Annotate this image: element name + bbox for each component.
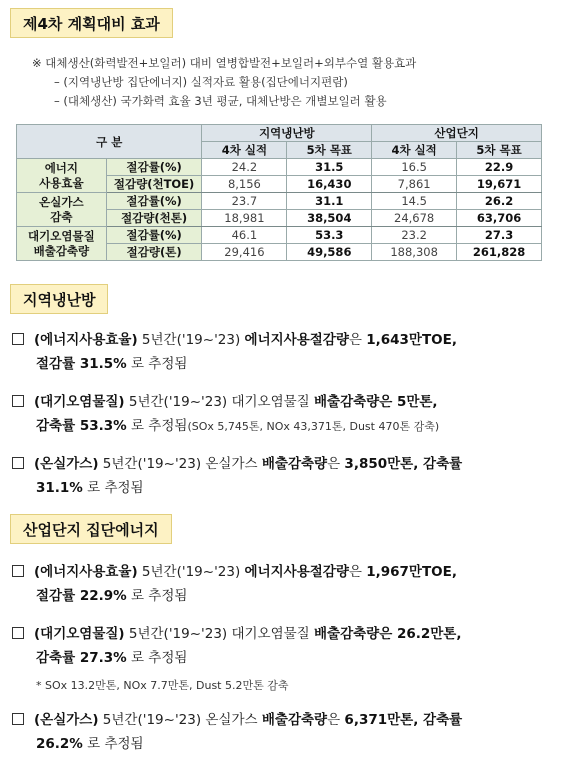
item-bold: 배출감축량은 26.2만톤, [314, 626, 462, 642]
table-cell: 188,308 [372, 244, 457, 261]
table-cell: 63,706 [457, 210, 542, 227]
bullet-ghg-ind [12, 708, 550, 756]
item-bold: 배출감축량 [261, 712, 328, 728]
table-cell: 29,416 [202, 244, 287, 261]
category-energy [17, 159, 107, 193]
item-text: 은 [348, 332, 367, 348]
category-ghg [17, 193, 107, 227]
item-detail: (SOx 5,745톤, NOx 43,371톤, Dust 470톤 감축) [187, 420, 440, 433]
group-header-district: 지역냉난방 [202, 125, 372, 142]
category-air-pollutants [17, 227, 107, 261]
item-text: 5년간('19~'23) 대기오염물질 [124, 394, 315, 410]
item-bold: 6,371만톤, 감축률 [344, 712, 463, 728]
section-title-text: 제4차 계획대비 효과 [23, 14, 160, 33]
table-cell: 31.1 [287, 193, 372, 210]
bullet-energy-efficiency-ind [12, 560, 550, 608]
metric-label: 절감량(천톤) [106, 210, 202, 227]
table-cell: 24.2 [202, 159, 287, 176]
bullet-energy-efficiency [12, 328, 550, 376]
footnote: * SOx 13.2만톤, NOx 7.7만톤, Dust 5.2만톤 감축 [36, 679, 289, 692]
category-name-line1: 대기오염물질 [28, 228, 95, 243]
metric-label: 절감률(%) [106, 159, 202, 176]
item-bold: 감축률 27.3% [36, 650, 127, 666]
category-name-line1: 온실가스 [39, 194, 84, 209]
group-header-industrial: 산업단지 [372, 125, 542, 142]
item-bold: 배출감축량은 5만톤, [314, 394, 438, 410]
bullet-ghg [12, 452, 550, 500]
table-cell: 8,156 [202, 176, 287, 193]
table-cell: 27.3 [457, 227, 542, 244]
item-bold: 절감률 31.5% [36, 356, 127, 372]
table-cell: 22.9 [457, 159, 542, 176]
category-name-line2: 배출감축량 [33, 243, 90, 258]
item-text: 5년간('19~'23) [137, 564, 245, 580]
item-bold: 배출감축량 [261, 456, 328, 472]
item-bold: 1,643만TOE, [366, 332, 457, 348]
item-text: 5년간('19~'23) 온실가스 [98, 456, 262, 472]
table-cell: 261,828 [457, 244, 542, 261]
category-name-line2: 사용효율 [39, 175, 84, 190]
item-text: 로 추정됨 [130, 356, 188, 372]
item-bold: 31.1% [36, 480, 83, 496]
sub-header: 5차 목표 [457, 142, 542, 159]
table-cell: 26.2 [457, 193, 542, 210]
checkbox-square-icon [12, 713, 24, 725]
table-cell: 23.2 [372, 227, 457, 244]
section-title-industrial-complex [10, 514, 172, 544]
metric-label: 절감률(%) [106, 193, 202, 210]
section-title-text: 지역냉난방 [23, 290, 96, 309]
item-bold: 에너지사용절감량 [244, 564, 349, 580]
checkbox-square-icon [12, 333, 24, 345]
item-label: (온실가스) [34, 712, 99, 728]
item-bold: 26.2% [36, 736, 83, 752]
item-label: (에너지사용효율) [34, 332, 138, 348]
table-cell: 16,430 [287, 176, 372, 193]
item-text: 로 추정됨 [130, 650, 188, 666]
item-bold: 3,850만톤, 감축률 [344, 456, 463, 472]
metric-label: 절감량(톤) [106, 244, 202, 261]
metric-label: 절감량(천TOE) [106, 176, 202, 193]
table-cell: 7,861 [372, 176, 457, 193]
table-cell: 31.5 [287, 159, 372, 176]
item-text: 로 추정됨 [130, 418, 188, 434]
effects-table [16, 124, 542, 261]
checkbox-square-icon [12, 457, 24, 469]
section-title-text: 산업단지 집단에너지 [23, 520, 159, 539]
notes-block [32, 54, 416, 111]
item-bold: 절감률 22.9% [36, 588, 127, 604]
item-text: 로 추정됨 [130, 588, 188, 604]
metric-label: 절감률(%) [106, 227, 202, 244]
table-cell: 49,586 [287, 244, 372, 261]
table-cell: 16.5 [372, 159, 457, 176]
checkbox-square-icon [12, 395, 24, 407]
item-text: 로 추정됨 [87, 480, 144, 496]
table-cell: 23.7 [202, 193, 287, 210]
item-label: (온실가스) [34, 456, 99, 472]
bullet-air-pollutants [12, 390, 550, 439]
table-cell: 19,671 [457, 176, 542, 193]
category-name-line1: 에너지 [44, 160, 79, 175]
section-title-district-heating [10, 284, 108, 314]
table-cell: 18,981 [202, 210, 287, 227]
table-cell: 53.3 [287, 227, 372, 244]
item-text: 은 [348, 564, 367, 580]
item-label: (대기오염물질) [34, 626, 125, 642]
table-corner-header: 구 분 [17, 125, 202, 159]
checkbox-square-icon [12, 565, 24, 577]
item-text: 로 추정됨 [87, 736, 144, 752]
bullet-air-pollutants-ind [12, 622, 550, 670]
item-text: 은 [327, 456, 345, 472]
sub-header: 5차 목표 [287, 142, 372, 159]
sub-header: 4차 실적 [202, 142, 287, 159]
note-sub-2: – (대체생산) 국가화력 효율 3년 평균, 대체난방은 개별보일러 활용 [54, 94, 387, 108]
category-name-line2: 감축 [50, 209, 73, 224]
item-bold: 1,967만TOE, [366, 564, 457, 580]
item-text: 5년간('19~'23) 온실가스 [98, 712, 262, 728]
item-text: 5년간('19~'23) 대기오염물질 [124, 626, 315, 642]
item-text: 5년간('19~'23) [137, 332, 245, 348]
section-title-effects [10, 8, 173, 38]
item-bold: 에너지사용절감량 [244, 332, 349, 348]
item-text: 은 [327, 712, 345, 728]
item-label: (대기오염물질) [34, 394, 125, 410]
item-bold: 감축률 53.3% [36, 418, 127, 434]
sub-header: 4차 실적 [372, 142, 457, 159]
table-cell: 14.5 [372, 193, 457, 210]
table-cell: 24,678 [372, 210, 457, 227]
item-label: (에너지사용효율) [34, 564, 138, 580]
table-cell: 46.1 [202, 227, 287, 244]
checkbox-square-icon [12, 627, 24, 639]
table-cell: 38,504 [287, 210, 372, 227]
note-sub-1: – (지역냉난방 집단에너지) 실적자료 활용(집단에너지편람) [54, 75, 348, 89]
note-main: ※ 대체생산(화력발전+보일러) 대비 열병합발전+보일러+외부수열 활용효과 [32, 56, 417, 70]
